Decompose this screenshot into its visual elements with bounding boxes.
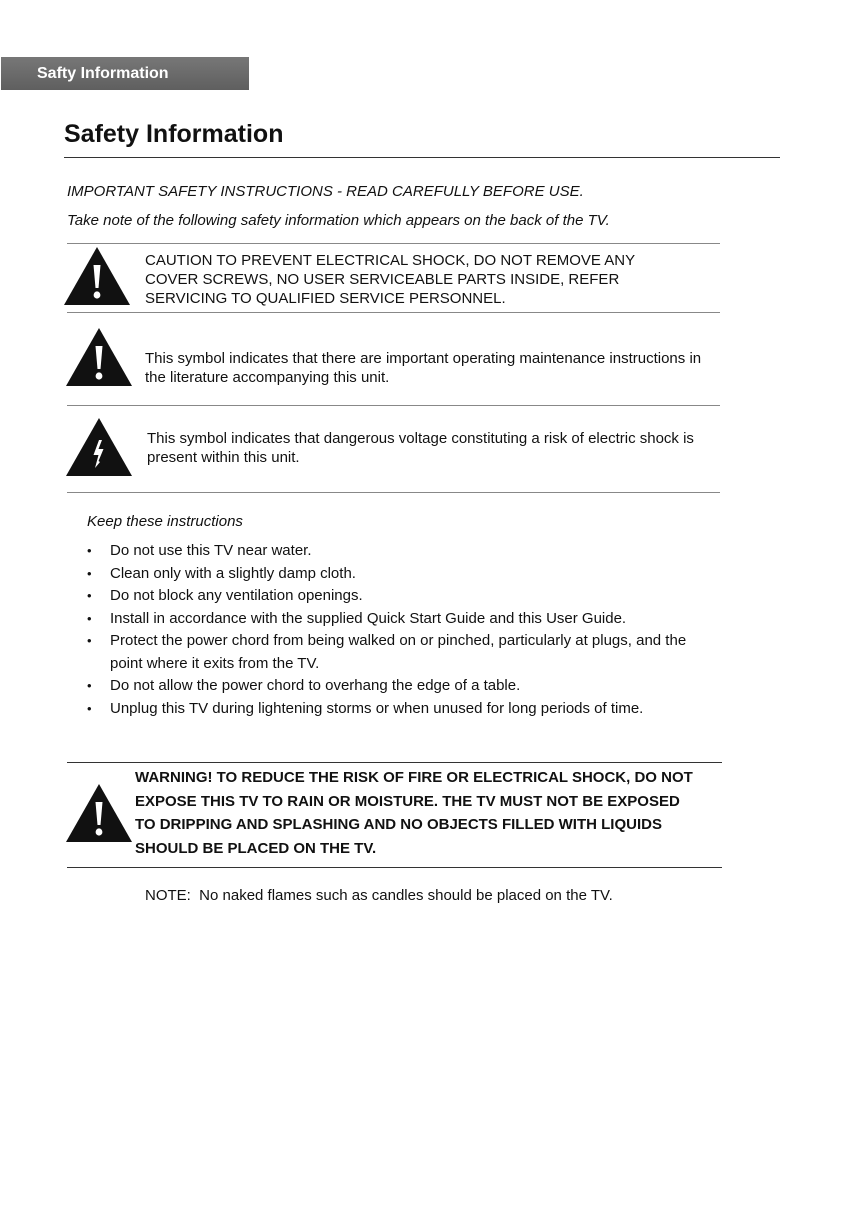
list-item: • Protect the power chord from being walked on or pinched, particularly at plugs, and the point where it exits from the TV. — [87, 630, 712, 675]
list-item: • Clean only with a slightly damp cloth. — [87, 563, 712, 586]
note-text: NOTE: No naked flames such as candles should be placed on the TV. — [145, 887, 613, 904]
list-item: • Do not allow the power chord to overhang the edge of a table. — [87, 675, 712, 698]
divider — [67, 312, 720, 313]
title-rule — [64, 157, 780, 158]
section-tab: Safty Information — [1, 57, 249, 90]
intro-line-1: IMPORTANT SAFETY INSTRUCTIONS - READ CAREFULLY BEFORE USE. — [67, 183, 584, 200]
instructions-symbol-text: This symbol indicates that there are important operating maintenance instructions in the literature accompanying this unit. — [145, 350, 702, 386]
caution-text: CAUTION TO PREVENT ELECTRICAL SHOCK, DO NOT REMOVE ANY COVER SCREWS, NO USER SERVICEABLE PARTS INSIDE, REFER SERVICING TO QUALIFIED SERVICE PERSONNEL. — [145, 252, 636, 307]
divider — [67, 492, 720, 493]
voltage-symbol-text: This symbol indicates that dangerous voltage constituting a risk of electric shock is present within this unit. — [147, 430, 694, 466]
warning-exclamation-icon — [66, 784, 132, 842]
intro-line-2: Take note of the following safety information which appears on the back of the TV. — [67, 212, 610, 229]
warning-exclamation-icon — [64, 247, 130, 305]
list-item: • Install in accordance with the supplied Quick Start Guide and this User Guide. — [87, 608, 712, 631]
lightning-bolt-icon — [66, 418, 132, 476]
list-item: • Unplug this TV during lightening storms or when unused for long periods of time. — [87, 698, 712, 721]
divider — [67, 243, 720, 244]
page-title: Safety Information — [64, 120, 284, 148]
warning-exclamation-icon — [66, 328, 132, 386]
divider — [67, 867, 722, 868]
divider — [67, 405, 720, 406]
list-item: • Do not block any ventilation openings. — [87, 585, 712, 608]
divider — [67, 762, 722, 763]
keep-instructions-heading: Keep these instructions — [87, 513, 243, 530]
warning-text: WARNING! TO REDUCE THE RISK OF FIRE OR ELECTRICAL SHOCK, DO NOT EXPOSE THIS TV TO RAIN OR MOISTURE. THE TV MUST NOT BE EXPOSED TO DRIPPING AND SPLASHING AND NO OBJECTS FILLED WITH LIQUIDS SHOULD BE PLACED ON THE TV. — [135, 769, 693, 857]
list-item: • Do not use this TV near water. — [87, 540, 712, 563]
safety-bullet-list — [87, 540, 712, 720]
